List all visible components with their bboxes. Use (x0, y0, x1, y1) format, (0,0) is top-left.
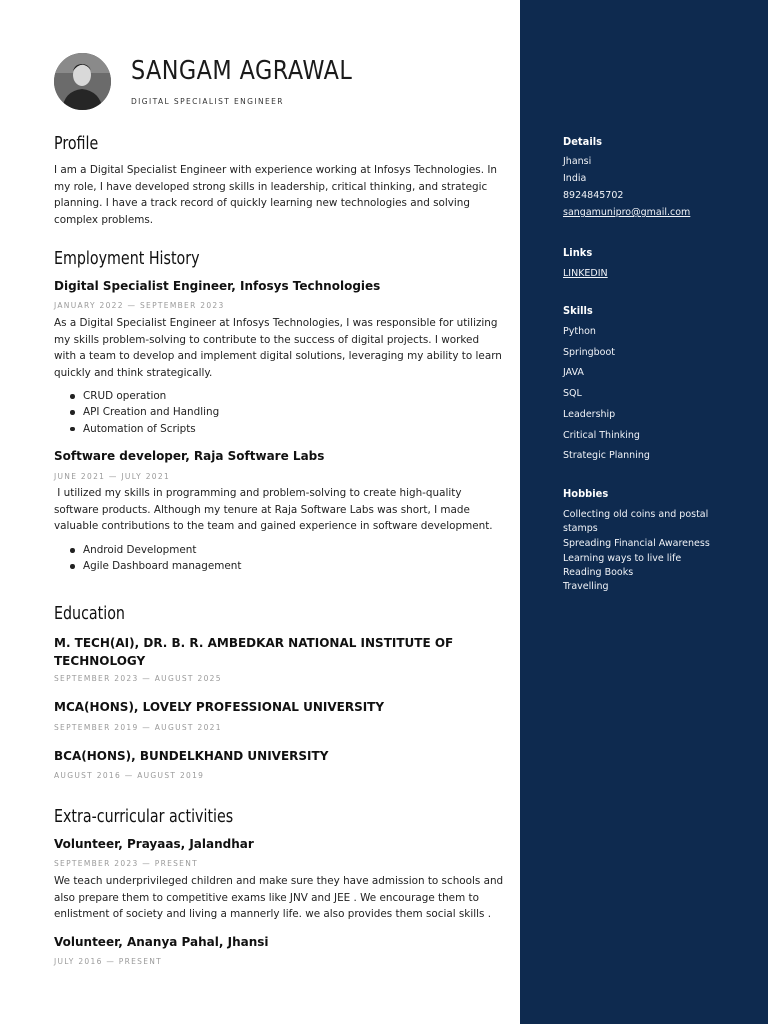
education-dates: SEPTEMBER 2019 — AUGUST 2021 (54, 723, 222, 732)
skill-item: Critical Thinking (563, 430, 640, 441)
hobby-line: Spreading Financial Awareness (563, 538, 710, 549)
list-item: API Creation and Handling (70, 404, 219, 420)
detail-phone: 8924845702 (563, 190, 624, 201)
education-title-line: M. TECH(AI), DR. B. R. AMBEDKAR NATIONAL INSTITUTE OF (54, 636, 454, 650)
hobby-line: Reading Books (563, 567, 634, 578)
hobby-line: Travelling (563, 581, 609, 592)
job-bullet-list (70, 388, 219, 437)
education-heading: Education (54, 603, 125, 624)
education-title: MCA(HONS), LOVELY PROFESSIONAL UNIVERSITY (54, 700, 385, 714)
skill-item: Springboot (563, 347, 616, 358)
skill-item: JAVA (563, 367, 584, 378)
skills-heading: Skills (563, 304, 593, 317)
links-heading: Links (563, 246, 593, 259)
activities-heading: Extra-curricular activities (54, 806, 234, 827)
avatar (54, 53, 111, 110)
profile-heading: Profile (54, 133, 99, 154)
employment-heading: Employment History (54, 248, 200, 269)
activity-description-line: enlistment of society and living a mannerly life. we also provides them social skills . (54, 908, 492, 920)
activity-title: Volunteer, Prayaas, Jalandhar (54, 837, 254, 851)
hobby-line: stamps (563, 523, 598, 534)
profile-line: my role, I have developed strong skills in leadership, critical thinking, and strategic (54, 180, 488, 193)
list-item: CRUD operation (70, 388, 219, 404)
activity-description (54, 873, 504, 923)
job-bullet-list (70, 542, 241, 575)
email-link[interactable]: sangamunipro@gmail.com (563, 207, 691, 218)
job-description-line: I utilized my skills in programming and problem-solving to create high-quality (54, 487, 462, 499)
job-title: Software developer, Raja Software Labs (54, 449, 325, 463)
skill-item: SQL (563, 388, 582, 399)
profile-line: planning. I have a track record of quickly learning new technologies and solving (54, 197, 470, 209)
candidate-name: SANGAM AGRAWAL (131, 56, 353, 86)
job-description-line: As a Digital Specialist Engineer at Infosys Technologies, I was responsible for utilizing (54, 317, 498, 329)
skill-item: Python (563, 326, 596, 337)
activity-description-line: also prepare them to competitive exams like JNV and JEE . We encourage them to (54, 891, 479, 904)
job-description-line: software products. Although my tenure at Raja Software Labs was short, I made (54, 503, 470, 516)
hobby-line: Collecting old coins and postal (563, 509, 709, 520)
list-item: Agile Dashboard management (70, 558, 241, 574)
hobbies-heading: Hobbies (563, 487, 609, 500)
job-dates: JANUARY 2022 — SEPTEMBER 2023 (54, 301, 225, 310)
job-dates: JUNE 2021 — JULY 2021 (54, 472, 171, 481)
job-description-line: with a team to develop and implement digital solutions, leveraging my ability to learn (54, 350, 502, 362)
activity-dates: JULY 2016 — PRESENT (54, 957, 163, 966)
activity-description-line: We teach underprivileged children and make sure they have admission to schools and (54, 875, 504, 887)
education-title: BCA(HONS), BUNDELKHAND UNIVERSITY (54, 749, 329, 763)
education-dates: AUGUST 2016 — AUGUST 2019 (54, 771, 205, 780)
hobby-line: Learning ways to live life (563, 553, 682, 564)
job-description (54, 485, 493, 535)
profile-summary (54, 162, 497, 228)
education-title (54, 634, 453, 670)
details-heading: Details (563, 135, 603, 148)
detail-country: India (563, 173, 587, 184)
activity-dates: SEPTEMBER 2023 — PRESENT (54, 859, 199, 868)
activity-title: Volunteer, Ananya Pahal, Jhansi (54, 935, 269, 949)
profile-line: complex problems. (54, 213, 154, 226)
resume-sidebar (520, 0, 768, 1024)
candidate-title: DIGITAL SPECIALIST ENGINEER (131, 97, 284, 106)
list-item: Android Development (70, 542, 241, 558)
skill-item: Strategic Planning (563, 450, 650, 461)
job-description-line: quickly and think strategically. (54, 366, 213, 379)
list-item: Automation of Scripts (70, 421, 219, 437)
job-description-line: my skills problem-solving to contribute to the success of digital projects. I worked (54, 333, 480, 346)
education-title-line: TECHNOLOGY (54, 654, 146, 668)
linkedin-link[interactable]: LINKEDIN (563, 268, 608, 279)
detail-city: Jhansi (563, 156, 592, 167)
education-dates: SEPTEMBER 2023 — AUGUST 2025 (54, 674, 222, 683)
skill-item: Leadership (563, 409, 616, 420)
job-description-line: valuable contributions to the team and gained experience in software development. (54, 520, 493, 532)
job-description (54, 315, 502, 381)
job-title: Digital Specialist Engineer, Infosys Technologies (54, 279, 381, 293)
profile-line: I am a Digital Specialist Engineer with experience working at Infosys Technologies. In (54, 164, 497, 176)
